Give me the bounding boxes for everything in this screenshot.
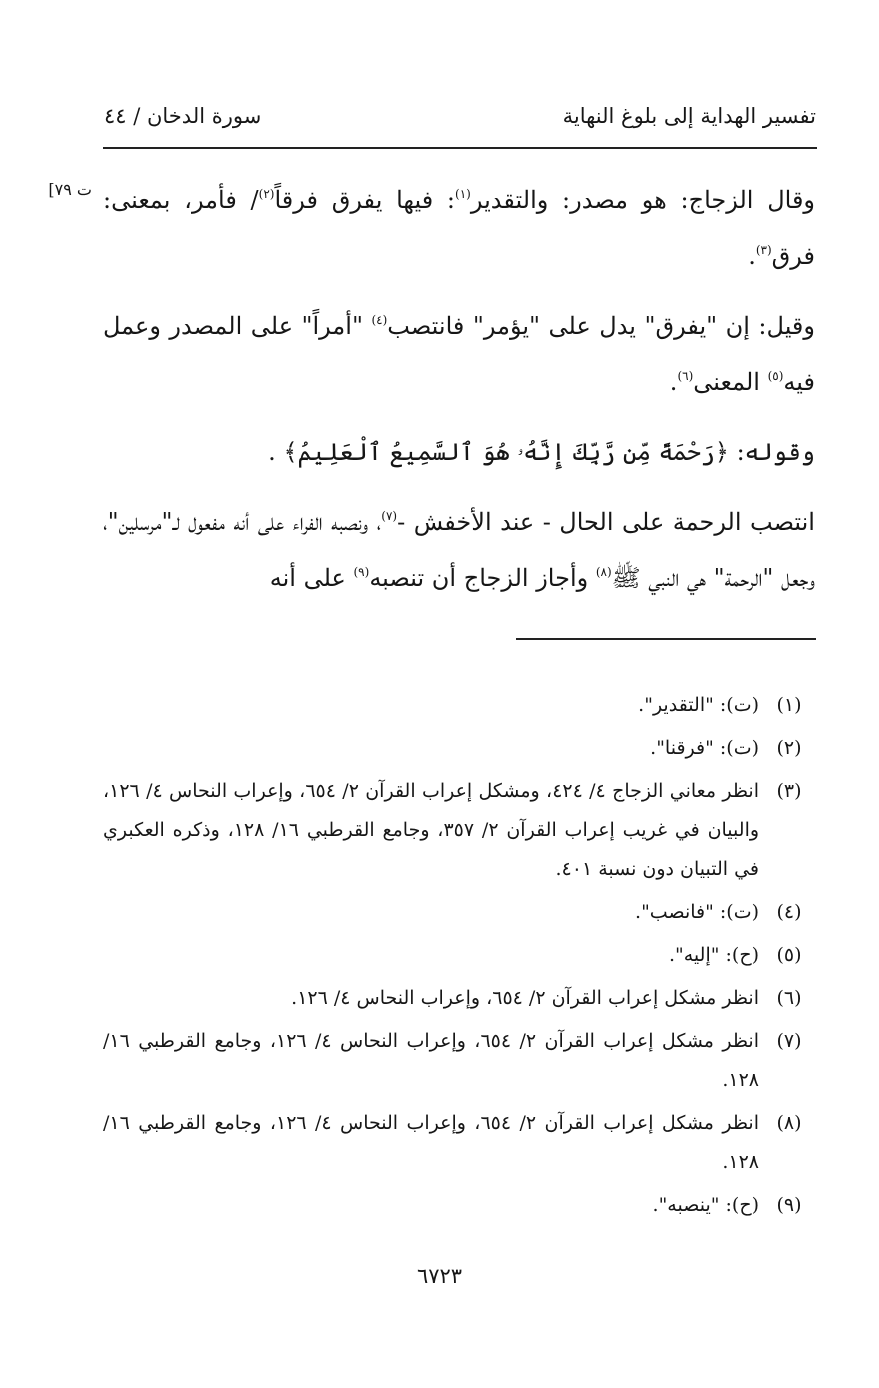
- text-run: : فيها يفرق فرقاً: [274, 186, 456, 214]
- footnote-text: انظر معاني الزجاج ٤/ ٤٢٤، ومشكل إعراب القرآن ٢/ ٦٥٤، وإعراب النحاس ٤/ ١٢٦، والبيان في غريب إعراب القرآن ٢/ ٣٥٧، وجامع القرطبي ١٦/ ١٢٨، وذكره العكبري في التبيان دون نسبة ٤٠١.: [103, 780, 760, 880]
- text-run: على أنه: [269, 564, 354, 592]
- footnote-ref: (٣): [755, 243, 772, 257]
- footnote-number: (٧): [776, 1030, 802, 1052]
- quran-verse: ﴿رَحْمَةً مِّن رَّبِّكَ إِنَّهُۥ هُوَ ٱلسَّمِيعُ ٱلْعَلِيمُ﴾: [283, 438, 729, 466]
- footnote-item: [103, 979, 819, 1018]
- footnote-ref: (٦): [677, 369, 694, 383]
- header-divider: [103, 147, 817, 149]
- footnote-text: (ت): "فرقنا".: [650, 737, 759, 759]
- text-run: وقيل: إن "يفرق" يدل على "يؤمر" فانتصب: [387, 312, 815, 340]
- text-run: .: [748, 242, 756, 270]
- footnote-ref: (٨): [595, 565, 612, 579]
- footnote-number: (٨): [776, 1112, 802, 1134]
- footnote-item: [103, 1186, 819, 1225]
- footnote-ref: (٧): [381, 509, 398, 523]
- running-header: [100, 104, 816, 138]
- manuscript-margin-marker: ت ٧٩]: [48, 180, 92, 199]
- text-run: وأجاز الزجاج أن تنصبه: [369, 564, 596, 592]
- paragraph-3: [103, 424, 815, 480]
- page-number: ٦٧٢٣: [416, 1264, 463, 1288]
- surah-title: سورة الدخان / ٤٤: [104, 104, 262, 128]
- footnote-ref: (٤): [371, 313, 388, 327]
- text-run: ، ونصبه الفراء على أنه مفعول لـ"مرسلين"، وجعل "الرحمة" هي النبي ﷺ: [103, 508, 815, 592]
- footnote-item: [103, 1104, 819, 1182]
- main-text: [103, 172, 815, 606]
- text-run: .: [268, 438, 284, 466]
- footnote-divider: [516, 638, 816, 640]
- footnote-number: (٦): [776, 987, 802, 1009]
- paragraph-1: [103, 172, 815, 284]
- text-run: وقال الزجاج: هو مصدر: والتقدير: [470, 186, 816, 214]
- footnote-text: (ح): "إليه".: [668, 944, 759, 966]
- footnote-item: [103, 936, 819, 975]
- footnote-text: انظر مشكل إعراب القرآن ٢/ ٦٥٤، وإعراب النحاس ٤/ ١٢٦، وجامع القرطبي ١٦/ ١٢٨.: [103, 1112, 759, 1173]
- footnote-number: (٤): [776, 901, 802, 923]
- footnote-number: (٩): [776, 1194, 802, 1216]
- footnote-text: انظر مشكل إعراب القرآن ٢/ ٦٥٤، وإعراب النحاس ٤/ ١٢٦.: [291, 987, 759, 1009]
- footnote-ref: (١): [455, 187, 471, 201]
- book-title: تفسير الهداية إلى بلوغ النهاية: [562, 104, 816, 128]
- footnote-item: [103, 772, 819, 889]
- text-run: .: [669, 368, 678, 396]
- text-run: "أمراً" على المصدر وعمل فيه: [103, 312, 815, 396]
- footnote-ref: (٩): [353, 565, 370, 579]
- footnote-number: (٣): [776, 780, 802, 802]
- footnote-item: [103, 1022, 819, 1100]
- text-run: المعنى: [693, 368, 768, 396]
- footnote-item: [103, 893, 819, 932]
- footnotes: [103, 686, 819, 1229]
- footnote-ref: (٢): [258, 187, 275, 201]
- footnote-number: (٥): [776, 944, 802, 966]
- footnote-text: انظر مشكل إعراب القرآن ٢/ ٦٥٤، وإعراب النحاس ٤/ ١٢٦، وجامع القرطبي ١٦/ ١٢٨.: [103, 1030, 759, 1091]
- footnote-text: (ت): "التقدير".: [638, 694, 759, 716]
- paragraph-4: [103, 494, 815, 606]
- paragraph-2: [103, 298, 815, 410]
- text-run: انتصب الرحمة على الحال - عند الأخفش -: [397, 508, 815, 536]
- text-run: / فأمر، بمعنى: فرق: [103, 186, 815, 270]
- footnote-ref: (٥): [767, 369, 784, 383]
- footnote-number: (٢): [776, 737, 802, 759]
- text-run: وقوله:: [728, 438, 815, 466]
- footnote-item: [103, 686, 819, 725]
- footnote-text: (ح): "ينصبه".: [652, 1194, 759, 1216]
- footnote-number: (١): [776, 694, 802, 716]
- footnote-text: (ت): "فانصب".: [635, 901, 759, 923]
- footnote-item: [103, 729, 819, 768]
